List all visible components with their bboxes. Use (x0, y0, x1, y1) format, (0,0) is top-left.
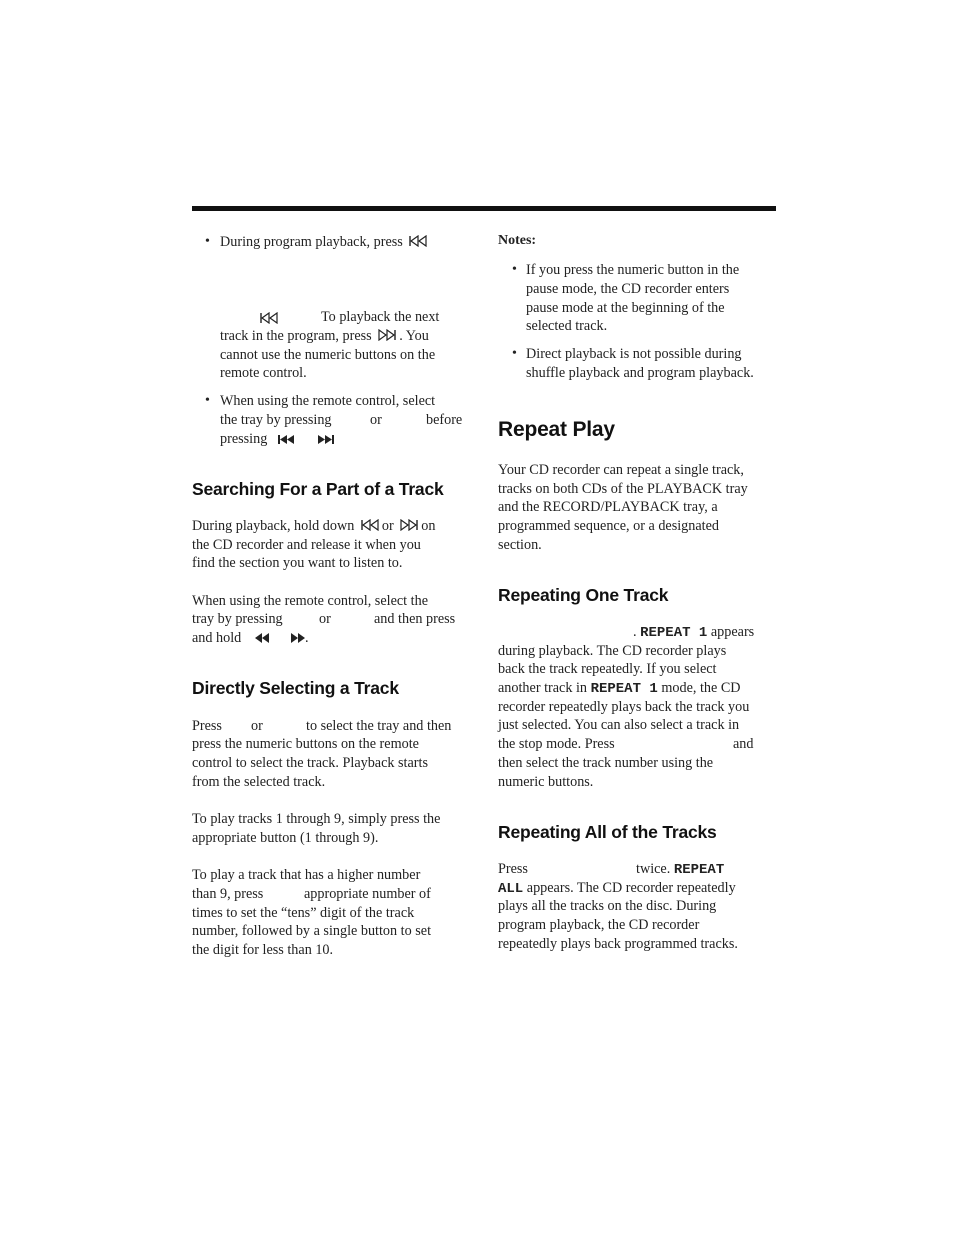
text-line: appropriate button (1 through 9). (192, 830, 379, 846)
section-heading: Directly Selecting a Track (192, 678, 399, 698)
display-readout: REPEAT 1 (640, 625, 708, 641)
text-line: During program playback, press (220, 233, 430, 252)
bullet: • (512, 262, 517, 277)
section-heading: Repeating One Track (498, 585, 669, 605)
text-line: another track in REPEAT 1 mode, the CD (498, 680, 741, 697)
text-line: To play a track that has a higher number (192, 867, 421, 883)
prev-track-icon (277, 434, 295, 445)
text-line: cannot use the numeric buttons on the (220, 347, 436, 363)
section-heading: Repeating All of the Tracks (498, 822, 717, 842)
text-line: program playback, the CD recorder (498, 917, 700, 933)
fast-forward-icon (290, 633, 306, 643)
text-line: To playback the next (321, 309, 440, 325)
text-line: During playback, hold down or on (192, 518, 436, 534)
text-line: before (426, 412, 463, 428)
rewind-icon (254, 633, 270, 643)
text-line: from the selected track. (192, 774, 326, 790)
text-line: pause mode, the CD recorder enters (526, 281, 730, 297)
text-line: pressing (220, 431, 268, 447)
text-line: or (319, 611, 331, 627)
text-line: If you press the numeric button in the (526, 262, 740, 278)
text-line: . (305, 630, 309, 646)
skip-forward-icon (377, 329, 397, 341)
text-line: Direct playback is not possible during (526, 346, 742, 362)
text-line: and hold (192, 630, 242, 646)
text-line: appropriate number of (304, 886, 431, 902)
text-line: control to select the track. Playback starts (192, 755, 428, 771)
text-line: numeric buttons. (498, 774, 594, 790)
text-line: or (251, 718, 263, 734)
text-line: tray by pressing (192, 611, 283, 627)
text-line: remote control. (220, 365, 307, 381)
text-line: Your CD recorder can repeat a single track, (498, 462, 744, 478)
text-line: than 9, press (192, 886, 264, 902)
text-line: the CD recorder and release it when you (192, 537, 421, 553)
text-line: section. (498, 537, 542, 553)
display-readout: ALL (498, 881, 524, 897)
text-line: and (733, 736, 754, 752)
skip-back-icon (259, 312, 279, 324)
text-line: or (370, 412, 382, 428)
text-line: to select the tray and then (306, 718, 452, 734)
bullet: • (205, 393, 210, 408)
display-readout: REPEAT 1 (590, 681, 658, 697)
text-line: shuffle playback and program playback. (526, 365, 754, 381)
text-line: selected track. (526, 318, 608, 334)
text-line: Press (192, 718, 222, 734)
text-line: track in the program, press . You (220, 328, 429, 344)
text-line: back the track repeatedly. If you select (498, 661, 717, 677)
bullet: • (512, 346, 517, 361)
text-line: Press (498, 861, 528, 877)
text-line: programmed sequence, or a designated (498, 518, 720, 534)
skip-back-icon (408, 235, 428, 247)
text-line: number, followed by a single button to set (192, 923, 432, 939)
text-line: find the section you want to listen to. (192, 555, 403, 571)
section-title: Repeat Play (498, 418, 615, 441)
text-line: To play tracks 1 through 9, simply press the (192, 811, 441, 827)
text-line: repeatedly plays back programmed tracks. (498, 936, 738, 952)
skip-forward-icon (399, 519, 419, 531)
text-line: and the RECORD/PLAYBACK tray, a (498, 499, 718, 515)
text-line: just selected. You can also select a track in (498, 717, 740, 733)
text-line: the stop mode. Press (498, 736, 615, 752)
text-line: When using the remote control, select the (192, 593, 428, 609)
notes-label: Notes: (498, 233, 537, 248)
text-line: recorder repeatedly plays back the track you (498, 699, 750, 715)
text-line: twice. REPEAT (636, 861, 725, 878)
text-line: ALL appears. The CD recorder repeatedly (498, 880, 736, 897)
text-line: the tray by pressing (220, 412, 332, 428)
text-line: . REPEAT 1 appears (633, 624, 755, 641)
next-track-icon (317, 434, 335, 445)
section-heading: Searching For a Part of a Track (192, 479, 444, 499)
text-line: press the numeric buttons on the remote (192, 736, 419, 752)
top-rule (192, 206, 776, 211)
text-line: plays all the tracks on the disc. During (498, 898, 717, 914)
skip-back-icon (360, 519, 380, 531)
text-line: When using the remote control, select (220, 393, 436, 409)
text-line: during playback. The CD recorder plays (498, 643, 727, 659)
text-line: tracks on both CDs of the PLAYBACK tray (498, 481, 748, 497)
text-line: then select the track number using the (498, 755, 714, 771)
text-line: and then press (374, 611, 456, 627)
text-line: the digit for less than 10. (192, 942, 334, 958)
display-readout: REPEAT (673, 862, 725, 878)
bullet: • (205, 234, 210, 249)
text-line: pause mode at the beginning of the (526, 300, 725, 316)
text-line: times to set the “tens” digit of the track (192, 905, 415, 921)
